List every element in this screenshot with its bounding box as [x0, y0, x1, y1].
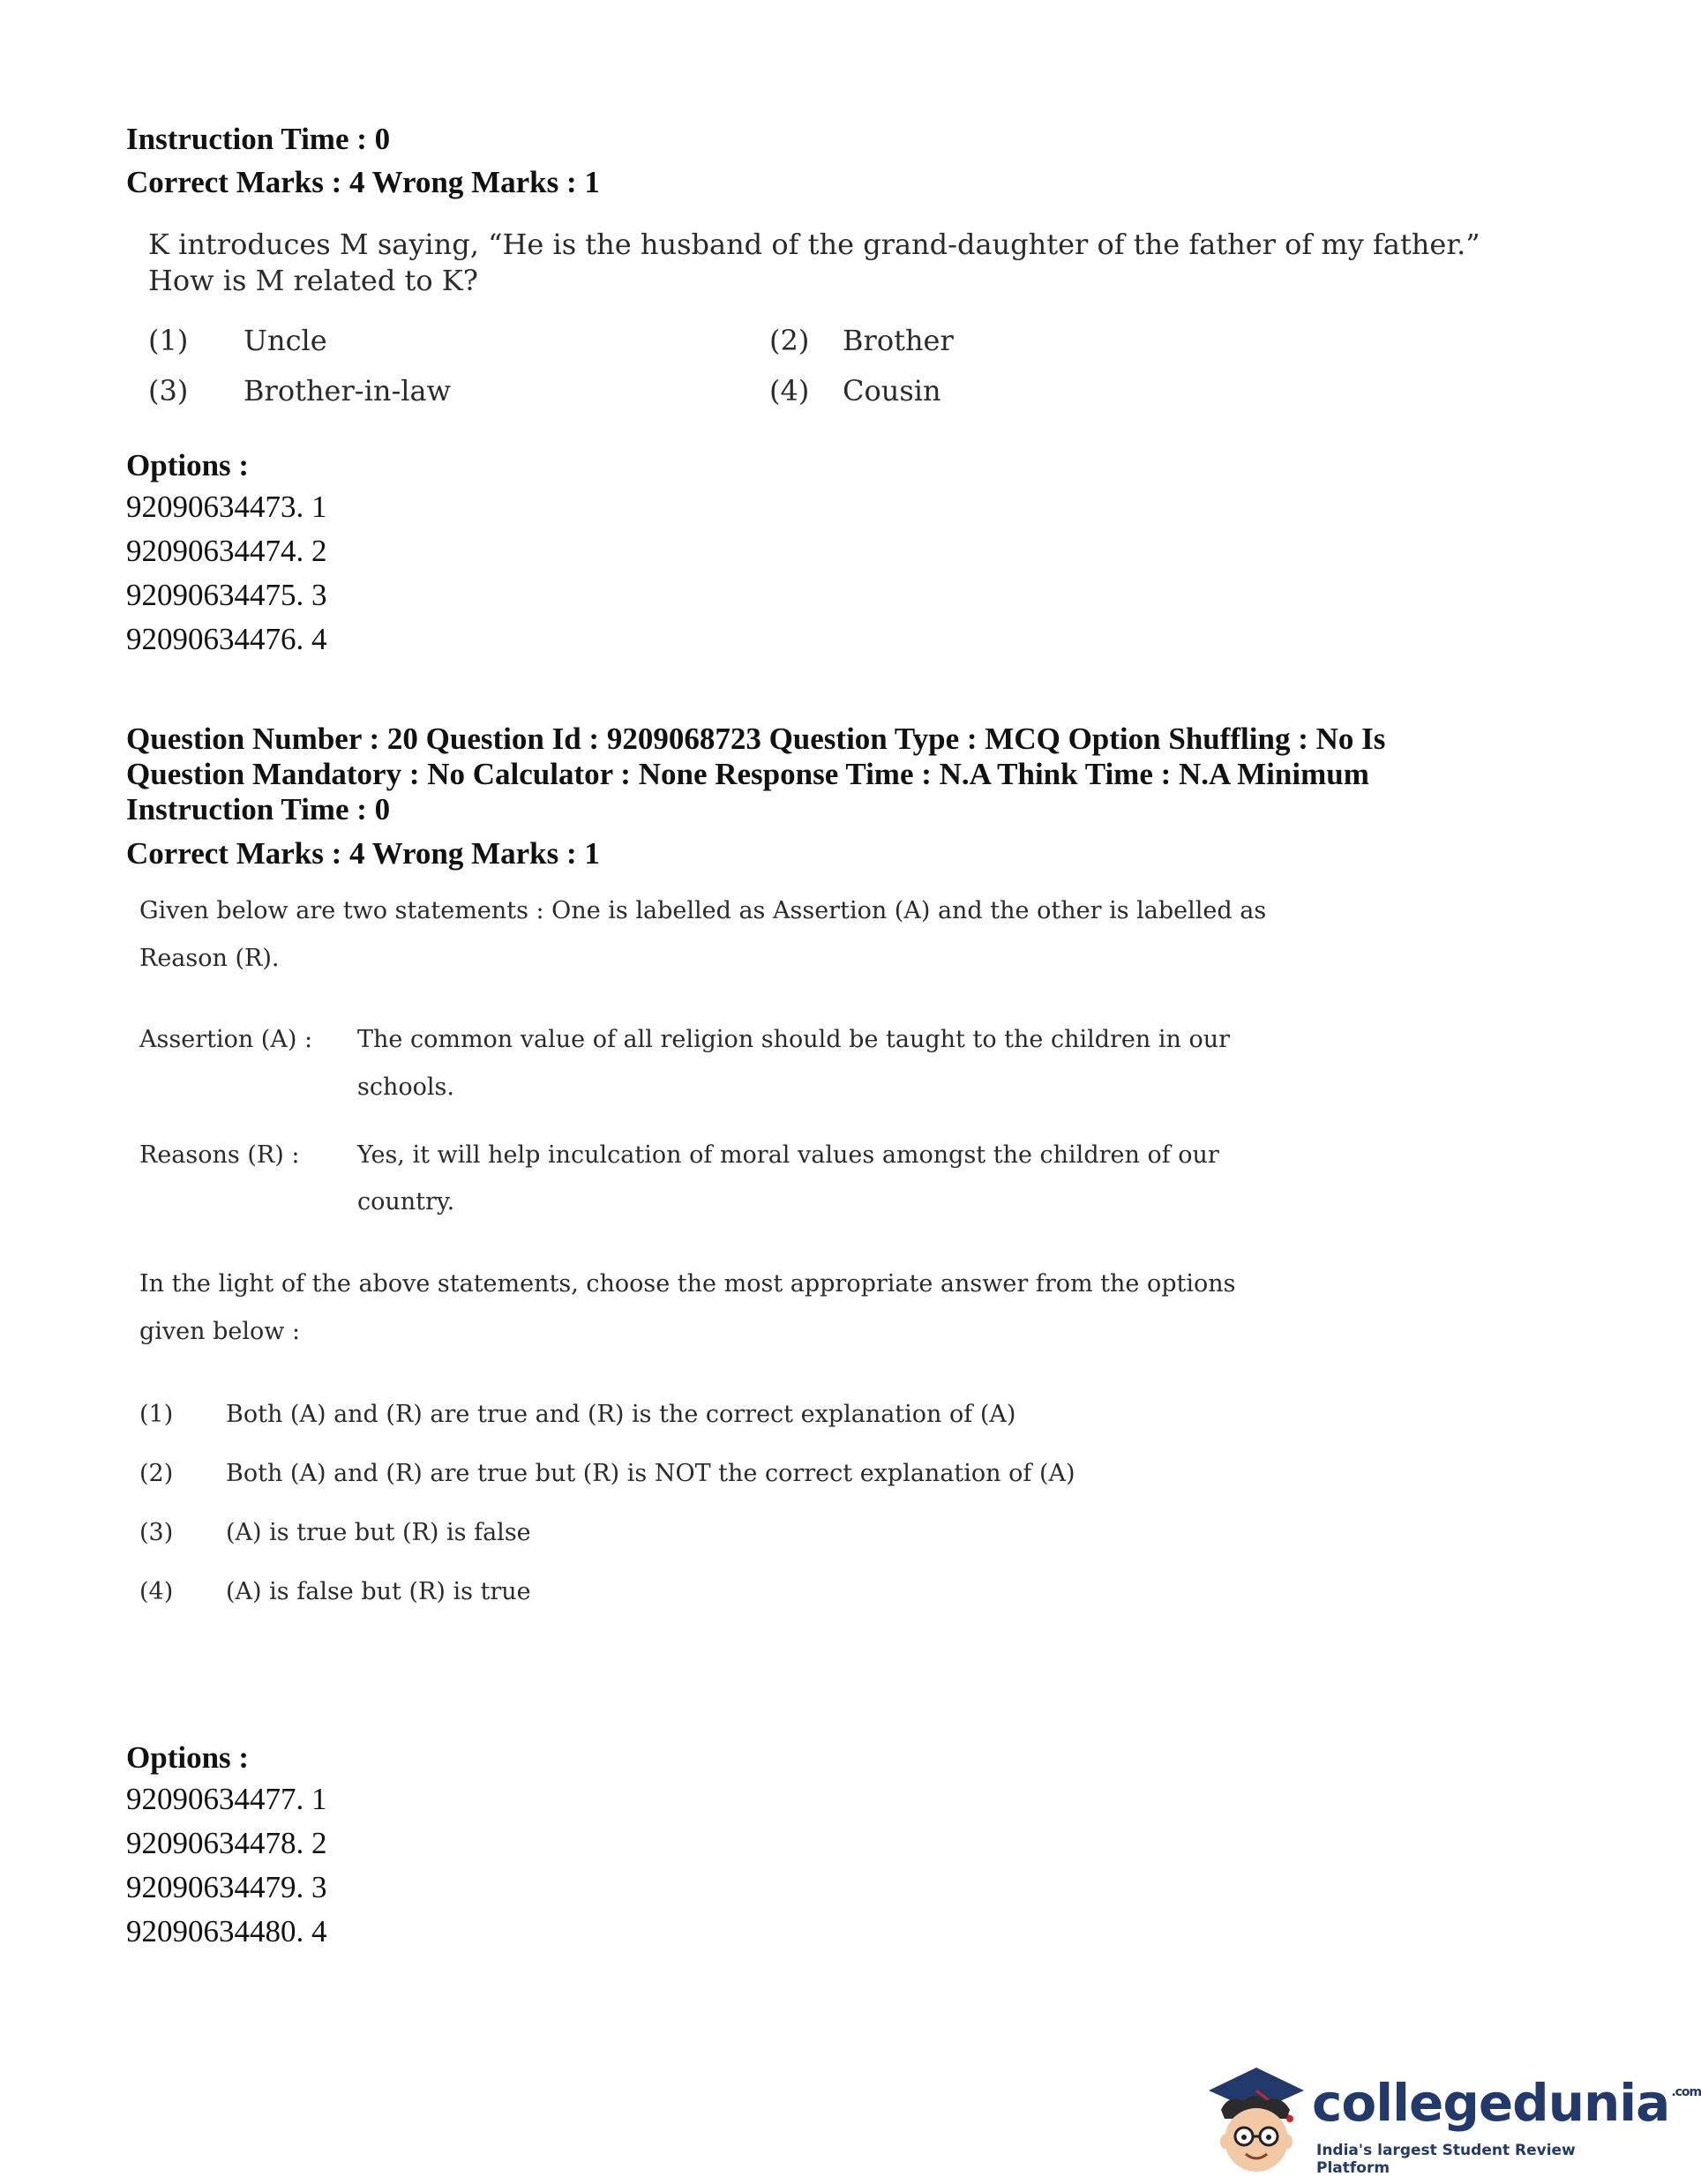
- q2-choice-num: (2): [139, 1460, 174, 1487]
- brand-suffix: .com: [1671, 2085, 1701, 2099]
- q1-question-line2: How is M related to K?: [148, 264, 478, 297]
- q2-choice-num: (4): [139, 1578, 174, 1605]
- collegedunia-logo: [1202, 2055, 1701, 2179]
- brand-wordmark: collegedunia: [1312, 2073, 1670, 2133]
- q2-header-line3: Instruction Time : 0: [126, 792, 391, 826]
- q1-choice-num: (2): [769, 324, 810, 357]
- q2-choice-num: (1): [139, 1401, 174, 1428]
- option-id: 92090634477. 1: [126, 1782, 327, 1816]
- q2-choice-text: Both (A) and (R) are true but (R) is NOT the correct explanation of (A): [226, 1460, 1075, 1487]
- assertion-line1: The common value of all religion should be taught to the children in our: [357, 1026, 1231, 1053]
- q2-choice-text: (A) is false but (R) is true: [226, 1578, 531, 1605]
- option-id: 92090634475. 3: [126, 578, 327, 612]
- q2-intro-line2: Reason (R).: [139, 945, 280, 972]
- q1-choice-text: Cousin: [843, 374, 941, 408]
- option-id: 92090634474. 2: [126, 534, 327, 568]
- student-mascot-icon: [1202, 2055, 1308, 2179]
- brand-name: [1312, 2073, 1701, 2133]
- q1-choice-text: Brother: [843, 324, 954, 357]
- q1-options-title: Options :: [126, 448, 250, 482]
- q2-options-list: [126, 1777, 327, 1954]
- q1-marks: Correct Marks : 4 Wrong Marks : 1: [126, 165, 600, 199]
- option-id: 92090634478. 2: [126, 1826, 327, 1860]
- assertion-line2: schools.: [357, 1073, 454, 1101]
- option-id: 92090634473. 1: [126, 490, 327, 524]
- q2-choice-num: (3): [139, 1519, 174, 1546]
- prompt-line1: In the light of the above statements, choose the most appropriate answer from the options: [139, 1270, 1236, 1298]
- assertion-label: Assertion (A) :: [139, 1026, 313, 1053]
- q2-choice-text: (A) is true but (R) is false: [226, 1519, 531, 1546]
- q1-choice-num: (1): [148, 324, 189, 357]
- option-id: 92090634479. 3: [126, 1870, 327, 1904]
- prompt-line2: given below :: [139, 1318, 301, 1345]
- q1-instruction-time: Instruction Time : 0: [126, 122, 391, 156]
- reason-line2: country.: [357, 1188, 455, 1215]
- reason-label: Reasons (R) :: [139, 1141, 300, 1169]
- q1-question-line1: K introduces M saying, “He is the husband of the grand-daughter of the father of my father.”: [148, 228, 1480, 261]
- q2-header-line1: Question Number : 20 Question Id : 9209068723 Question Type : MCQ Option Shuffling : No Is: [126, 722, 1386, 756]
- reason-line1: Yes, it will help inculcation of moral values amongst the children of our: [357, 1141, 1219, 1169]
- q1-choice-num: (4): [769, 374, 810, 408]
- q1-choice-num: (3): [148, 374, 189, 408]
- option-id: 92090634480. 4: [126, 1914, 327, 1948]
- q1-options-list: [126, 485, 327, 662]
- q2-choice-text: Both (A) and (R) are true and (R) is the correct explanation of (A): [226, 1401, 1016, 1428]
- q2-marks: Correct Marks : 4 Wrong Marks : 1: [126, 836, 600, 871]
- q2-intro-line1: Given below are two statements : One is labelled as Assertion (A) and the other is labelled as: [139, 897, 1267, 924]
- q1-choice-text: Uncle: [244, 324, 327, 357]
- q2-header-line2: Question Mandatory : No Calculator : None Response Time : N.A Think Time : N.A Minimum: [126, 757, 1369, 791]
- q1-choice-text: Brother-in-law: [244, 374, 451, 408]
- brand-tagline: India's largest Student Review Platform: [1316, 2142, 1576, 2177]
- q2-options-title: Options :: [126, 1740, 250, 1775]
- option-id: 92090634476. 4: [126, 622, 327, 656]
